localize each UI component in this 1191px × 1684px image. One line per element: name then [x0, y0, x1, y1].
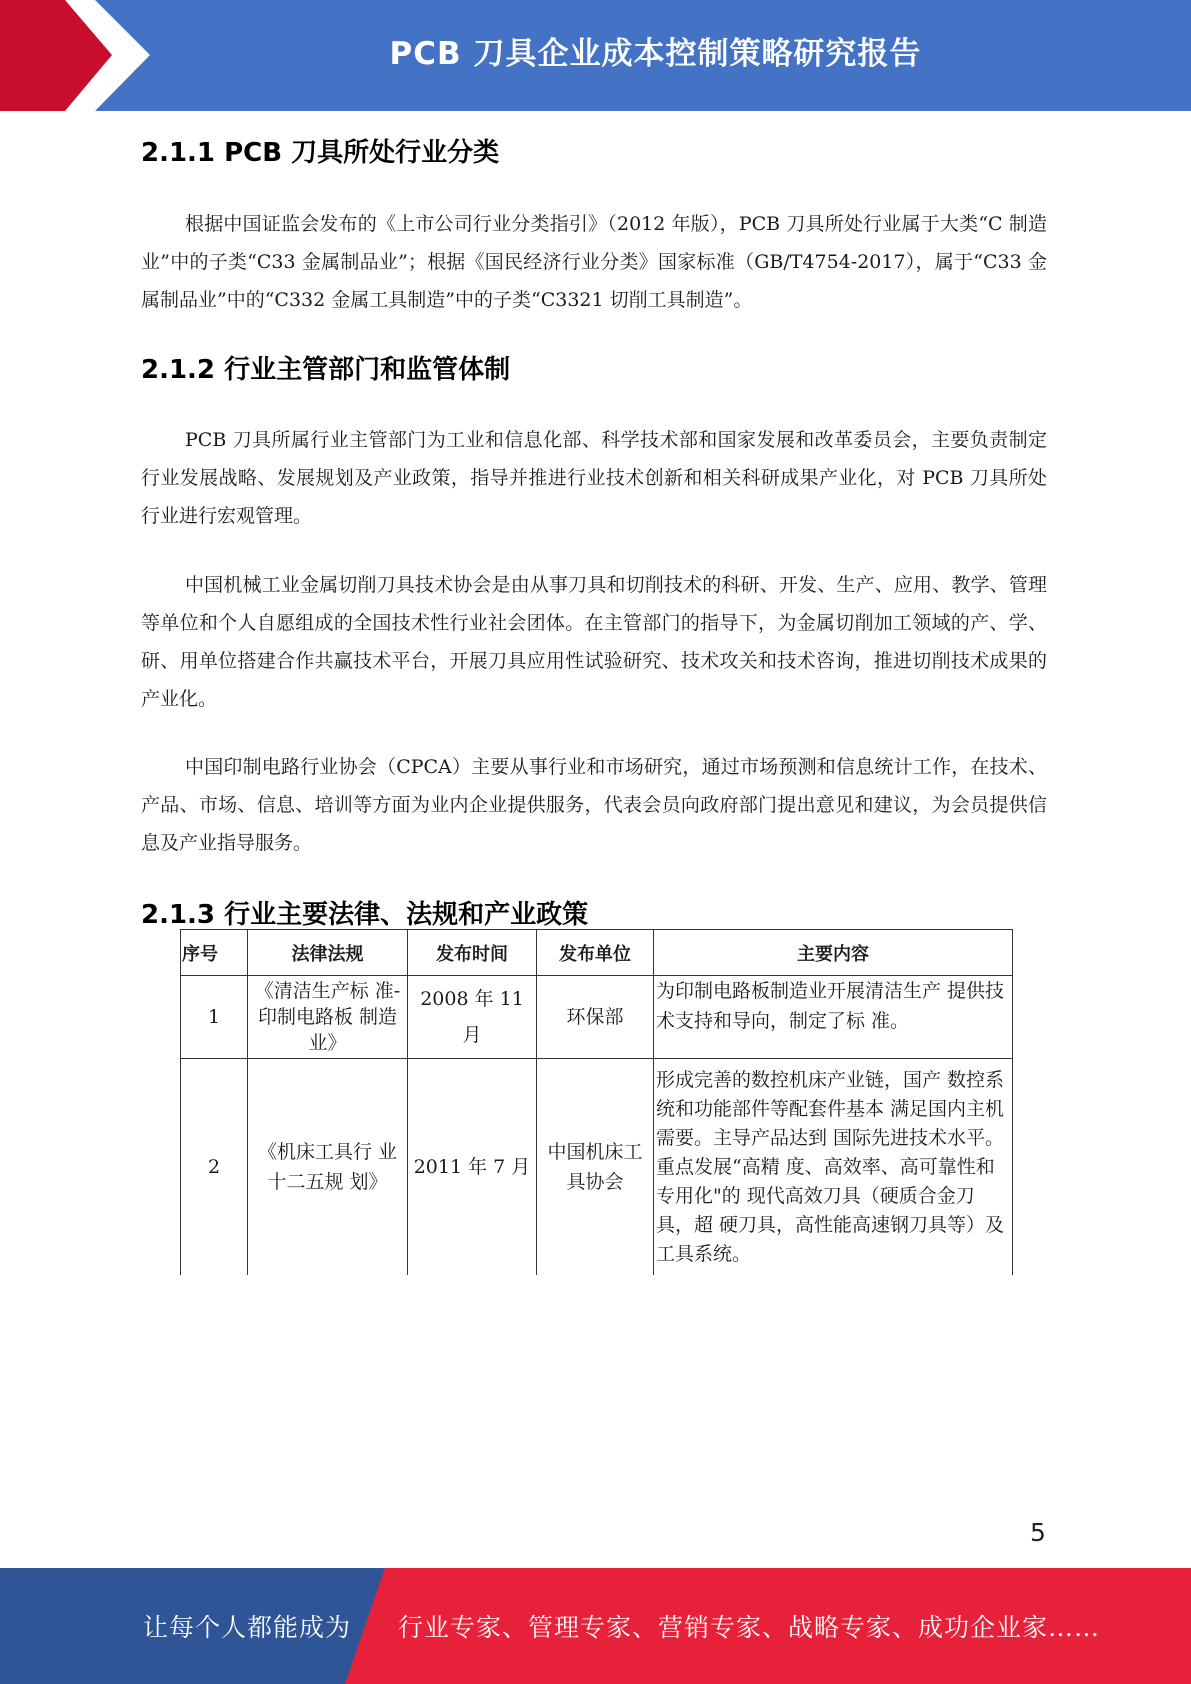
page-footer — [0, 1568, 1191, 1684]
cell-law: 《清洁生产标 准-印制电路板 制造业》 — [248, 976, 408, 1059]
report-title: PCB 刀具企业成本控制策略研究报告 — [389, 35, 922, 72]
table-row — [181, 1059, 1013, 1276]
column-header-content: 主要内容 — [654, 930, 1013, 976]
page-header — [0, 0, 1191, 111]
paragraph-cutting-tool-association: 中国机械工业金属切削刀具技术协会是由从事刀具和切削技术的科研、开发、生产、应用、教学、管理等单位和个人自愿组成的全国技术性行业社会团体。在主管部门的指导下，为金属切削加工领域的产、学、研、用单位搭建合作共赢技术平台，开展刀具应用性试验研究、技术攻关和技术咨询，推进切削技术成果的产业化。 — [141, 574, 1047, 710]
cell-law: 《机床工具行 业十二五规 划》 — [248, 1059, 408, 1276]
cell-date: 2011 年 7 月 — [408, 1059, 537, 1276]
section-heading-2-1-1: 2.1.1 PCB 刀具所处行业分类 — [141, 138, 500, 168]
paragraph-cpca: 中国印制电路行业协会（CPCA）主要从事行业和市场研究，通过市场预测和信息统计工作，在技术、产品、市场、信息、培训等方面为业内企业提供服务，代表会员向政府部门提出意见和建议，为会员提供信息及产业指导服务。 — [141, 756, 1047, 854]
section-heading-2-1-3: 2.1.3 行业主要法律、法规和产业政策 — [141, 900, 589, 930]
cell-content: 形成完善的数控机床产业链，国产 数控系统和功能部件等配套件基本 满足国内主机需要。主导产品达到 国际先进技术水平。重点发展“高精 度、高效率、高可靠性和专用化"的 现代高效刀具（硬质合金刀具，超 硬刀具，高性能高速钢刀具等）及 工具系统。 — [654, 1059, 1013, 1276]
cell-issuer: 中国机床工具协会 — [537, 1059, 654, 1276]
column-header-issuer: 发布单位 — [537, 930, 654, 976]
cell-content: 为印制电路板制造业开展清洁生产 提供技术支持和导向，制定了标 准。 — [654, 976, 1013, 1059]
column-header-no: 序号 — [181, 930, 248, 976]
section-heading-2-1-2: 2.1.2 行业主管部门和监管体制 — [141, 355, 511, 385]
cell-no: 1 — [181, 976, 248, 1059]
footer-slogan-left: 让每个人都能成为 — [143, 1613, 352, 1642]
page-number: 5 — [1030, 1518, 1046, 1547]
regulations-table — [180, 929, 1013, 1275]
table-row — [181, 976, 1013, 1059]
column-header-law: 法律法规 — [248, 930, 408, 976]
paragraph-industry-classification: 根据中国证监会发布的《上市公司行业分类指引》（2012 年版），PCB 刀具所处行业属于大类“C 制造业”中的子类“C33 金属制品业”；根据《国民经济行业分类》国家标准（GB/T4754-2017），属于“C33 金属制品业”中的“C332 金属工具制造”中的子类“C3321 切削工具制造”。 — [141, 213, 1047, 311]
cell-no: 2 — [181, 1059, 248, 1276]
cell-date: 2008 年 11 月 — [408, 976, 537, 1059]
paragraph-regulators: PCB 刀具所属行业主管部门为工业和信息化部、科学技术部和国家发展和改革委员会，主要负责制定行业发展战略、发展规划及产业政策，指导并推进行业技术创新和相关科研成果产业化，对 PCB 刀具所处行业进行宏观管理。 — [141, 429, 1047, 527]
table-header-row — [181, 930, 1013, 976]
column-header-date: 发布时间 — [408, 930, 537, 976]
cell-issuer: 环保部 — [537, 976, 654, 1059]
footer-slogan-right: 行业专家、管理专家、营销专家、战略专家、成功企业家…… — [398, 1613, 1101, 1642]
